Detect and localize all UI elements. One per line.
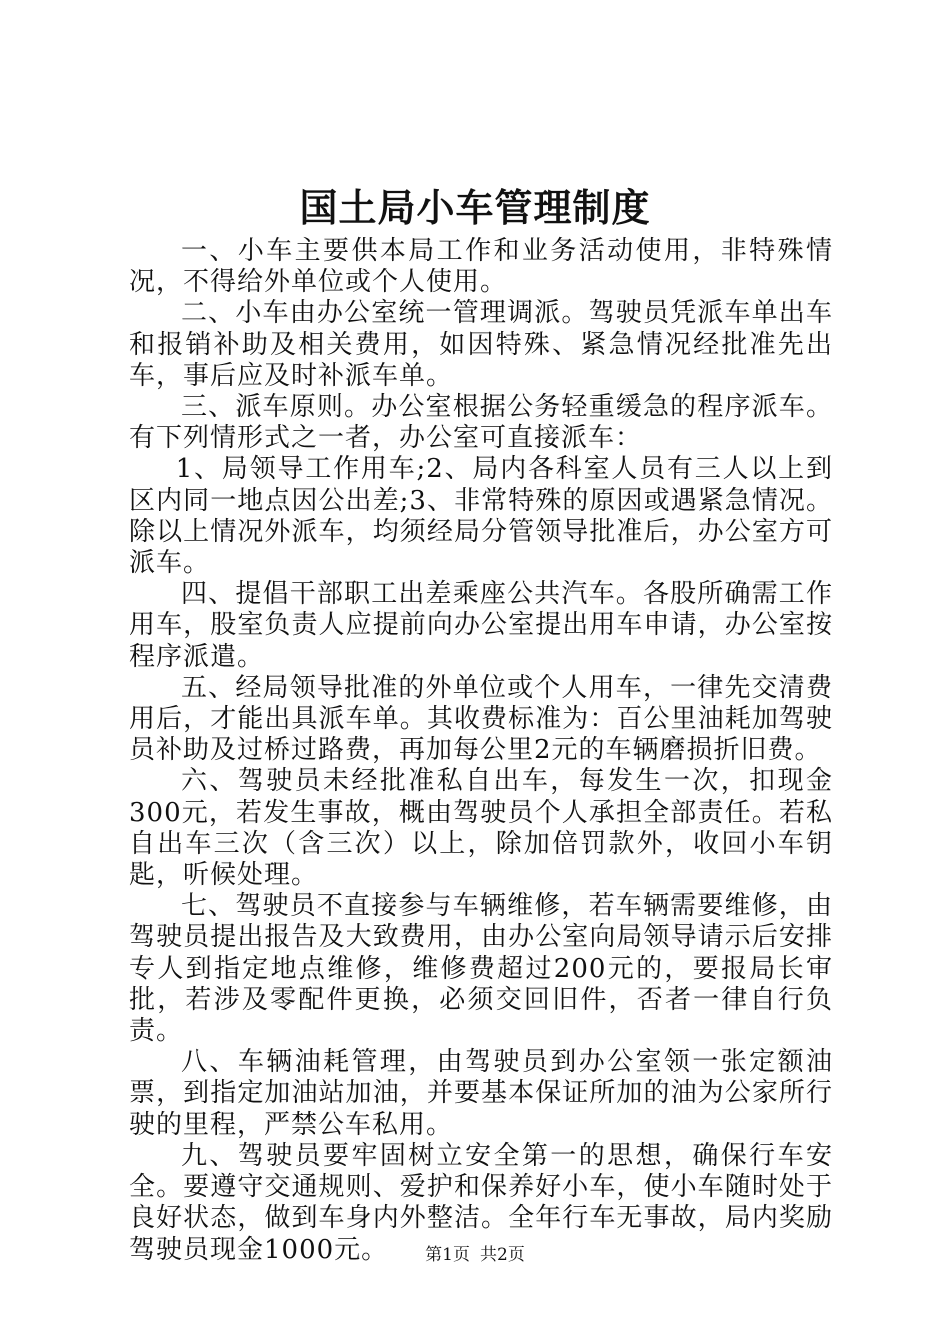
paragraph-10: 九、驾驶员要牢固树立安全第一的思想，确保行车安全。要遵守交通规则、爱护和保养好小车，使小车随时处于良好状态，做到车身内外整洁。全年行车无事故，局内奖励驾驶员现金1000元。 [129, 1140, 833, 1265]
paragraph-9: 八、车辆油耗管理，由驾驶员到办公室领一张定额油票，到指定加油站加油，并要基本保证所加的油为公家所行驶的里程，严禁公车私用。 [129, 1047, 833, 1140]
paragraph-5: 四、提倡干部职工出差乘座公共汽车。各股所确需工作用车，股室负责人应提前向办公室提出用车申请，办公室按程序派遣。 [129, 579, 833, 672]
page-number-total: 共2页 [480, 1245, 525, 1265]
paragraph-1: 一、小车主要供本局工作和业务活动使用，非特殊情况，不得给外单位或个人使用。 [129, 236, 833, 298]
page-footer [0, 1243, 950, 1267]
document-body [129, 236, 833, 1266]
document-title: 国土局小车管理制度 [299, 185, 651, 230]
paragraph-8: 七、驾驶员不直接参与车辆维修，若车辆需要维修，由驾驶员提出报告及大致费用，由办公室向局领导请示后安排专人到指定地点维修，维修费超过200元的，要报局长审批，若涉及零配件更换，必须交回旧件，否者一律自行负责。 [129, 891, 833, 1047]
paragraph-3: 三、派车原则。办公室根据公务轻重缓急的程序派车。有下列情形式之一者，办公室可直接派车： [129, 392, 833, 454]
page-number-current: 第1页 [425, 1245, 470, 1265]
paragraph-4: 1、局领导工作用车;2、局内各科室人员有三人以上到区内同一地点因公出差;3、非常特殊的原因或遇紧急情况。除以上情况外派车，均须经局分管领导批准后，办公室方可派车。 [129, 454, 833, 579]
paragraph-6: 五、经局领导批准的外单位或个人用车，一律先交清费用后，才能出具派车单。其收费标准为：百公里油耗加驾驶员补助及过桥过路费，再加每公里2元的车辆磨损折旧费。 [129, 672, 833, 766]
paragraph-7: 六、驾驶员未经批准私自出车，每发生一次，扣现金300元，若发生事故，概由驾驶员个人承担全部责任。若私自出车三次（含三次）以上，除加倍罚款外，收回小车钥匙，听候处理。 [129, 766, 833, 891]
paragraph-2: 二、小车由办公室统一管理调派。驾驶员凭派车单出车和报销补助及相关费用，如因特殊、紧急情况经批准先出车，事后应及时补派车单。 [129, 298, 833, 391]
